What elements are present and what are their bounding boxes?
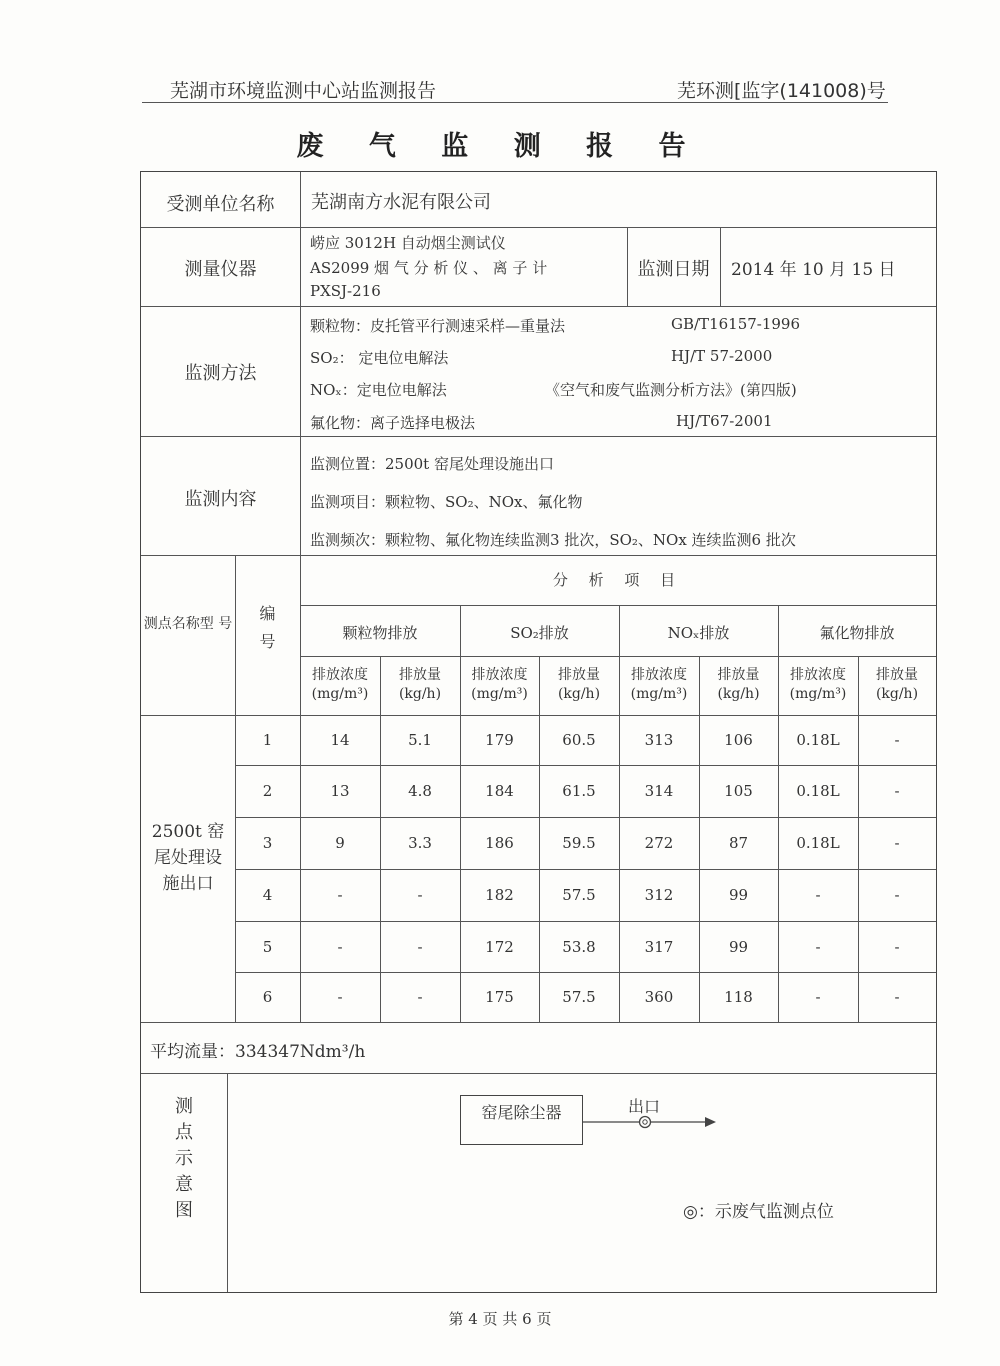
method-item-4: 氟化物：离子选择电极法 <box>310 414 476 432</box>
method-label: 监测方法 <box>184 363 257 384</box>
point-name: 2500t 窑尾处理设施出口 <box>151 822 225 894</box>
table-cell: - <box>894 886 900 904</box>
table-cell: 186 <box>485 834 514 852</box>
table-cell: 172 <box>485 937 514 956</box>
outlet-arrow <box>583 1110 718 1138</box>
group-particulate: 颗粒物排放 <box>342 624 418 642</box>
table-cell: 99 <box>728 937 749 956</box>
table-cell: 0.18L <box>796 834 840 852</box>
row-number: 1 <box>262 731 273 749</box>
table-cell: 57.5 <box>562 886 596 904</box>
method-std-3: 《空气和废气监测分析方法》(第四版) <box>545 381 797 399</box>
table-cell: 87 <box>728 834 749 852</box>
unit-value: 芜湖南方水泥有限公司 <box>311 192 491 213</box>
sub-conc-2: 排放浓度 <box>471 667 528 683</box>
point-name-header: 测点名称型 号 <box>143 616 233 632</box>
instrument-label: 测量仪器 <box>184 259 257 280</box>
table-cell: 13 <box>330 782 350 800</box>
number-header: 编 号 <box>259 604 276 651</box>
table-cell: - <box>417 988 423 1006</box>
sub-rate-unit-2: (kg/h) <box>557 686 601 702</box>
group-so2: SO₂排放 <box>510 624 569 642</box>
table-cell: - <box>815 886 821 904</box>
table-cell: 99 <box>728 886 749 904</box>
row-number: 2 <box>262 782 273 800</box>
instrument-line-3: PXSJ-216 <box>310 282 381 300</box>
sub-rate-2: 排放量 <box>558 667 600 683</box>
outlet-label: 出口 <box>628 1097 661 1116</box>
sub-rate-1: 排放量 <box>399 667 441 683</box>
content-location: 监测位置：2500t 窑尾处理设施出口 <box>310 455 554 473</box>
table-cell: 175 <box>485 988 514 1006</box>
method-std-1: GB/T16157-1996 <box>671 315 801 333</box>
sub-conc-3: 排放浓度 <box>631 667 687 683</box>
page-title: 废 气 监 测 报 告 <box>296 131 704 162</box>
diagram-label: 测点示意图 <box>175 1096 193 1221</box>
table-cell: 3.3 <box>408 834 432 852</box>
sub-rate-3: 排放量 <box>717 667 760 683</box>
table-cell: 61.5 <box>562 782 596 800</box>
table-cell: 106 <box>724 731 753 749</box>
table-cell: 53.8 <box>562 937 596 956</box>
header-org-report: 芜湖市环境监测中心站监测报告 <box>170 80 437 102</box>
sub-rate-unit-4: (kg/h) <box>875 686 919 702</box>
method-item-2: SO₂： 定电位电解法 <box>310 349 449 367</box>
table-cell: - <box>417 886 423 904</box>
sub-conc-unit-3: (mg/m³) <box>630 686 688 702</box>
analysis-header: 分 析 项 目 <box>552 571 684 589</box>
content-items: 监测项目：颗粒物、SO₂、NOx、氟化物 <box>310 493 583 511</box>
table-cell: 59.5 <box>562 834 596 852</box>
table-cell: 272 <box>644 834 674 852</box>
dust-collector-box: 窑尾除尘器 <box>460 1095 583 1145</box>
report-table <box>140 171 937 1293</box>
table-cell: 312 <box>644 886 674 904</box>
header-divider <box>142 102 888 103</box>
method-std-2: HJ/T 57-2000 <box>671 347 773 365</box>
sub-conc-unit-2: (mg/m³) <box>471 686 528 702</box>
table-cell: - <box>815 988 821 1006</box>
table-cell: - <box>894 782 900 800</box>
table-cell: 314 <box>644 782 674 800</box>
table-cell: 5.1 <box>408 731 432 749</box>
method-std-4: HJ/T67-2001 <box>676 412 773 430</box>
table-cell: 105 <box>724 782 753 800</box>
table-cell: 0.18L <box>796 782 840 800</box>
diagram-legend: ◎：示废气监测点位 <box>683 1202 834 1222</box>
content-label: 监测内容 <box>184 489 257 510</box>
sub-rate-unit-3: (kg/h) <box>717 686 760 702</box>
table-cell: 313 <box>644 731 674 749</box>
date-value: 2014 年 10 月 15 日 <box>731 260 896 280</box>
table-cell: - <box>815 937 821 956</box>
table-cell: 4.8 <box>408 782 432 800</box>
table-cell: 182 <box>485 886 514 904</box>
method-item-3: NOₓ：定电位电解法 <box>310 381 447 399</box>
sub-conc-unit-1: (mg/m³) <box>311 686 369 702</box>
row-number: 3 <box>262 834 273 852</box>
instrument-line-2: AS2099 烟 气 分 析 仪 、 离 子 计 <box>310 259 548 277</box>
table-cell: 317 <box>644 937 674 956</box>
monitoring-point-icon <box>640 1117 651 1128</box>
average-flow: 平均流量：334347Ndm³/h <box>150 1042 366 1062</box>
unit-label: 受测单位名称 <box>166 194 275 215</box>
page-footer: 第 4 页 共 6 页 <box>448 1310 552 1328</box>
table-cell: - <box>894 937 900 956</box>
row-number: 4 <box>262 886 273 904</box>
table-cell: - <box>337 937 343 956</box>
table-cell: - <box>337 988 343 1006</box>
table-cell: - <box>894 988 900 1006</box>
table-cell: - <box>337 886 343 904</box>
table-cell: 0.18L <box>796 731 840 749</box>
date-label: 监测日期 <box>637 259 710 280</box>
sub-rate-4: 排放量 <box>876 667 918 683</box>
table-cell: 9 <box>335 834 345 852</box>
content-frequency: 监测频次：颗粒物、氟化物连续监测3 批次，SO₂、NOx 连续监测6 批次 <box>310 531 796 549</box>
group-fluoride: 氟化物排放 <box>819 624 895 642</box>
sub-conc-1: 排放浓度 <box>312 667 368 683</box>
instrument-line-1: 崂应 3012H 自动烟尘测试仪 <box>310 234 506 252</box>
row-number: 6 <box>262 988 273 1006</box>
table-cell: 360 <box>644 988 674 1006</box>
table-cell: 60.5 <box>562 731 596 749</box>
table-cell: - <box>894 834 900 852</box>
table-cell: - <box>894 731 900 749</box>
method-item-1: 颗粒物：皮托管平行测速采样—重量法 <box>310 317 566 335</box>
table-cell: 57.5 <box>562 988 596 1006</box>
sub-rate-unit-1: (kg/h) <box>398 686 442 702</box>
header-report-number: 芜环测[监字(141008)号 <box>677 80 886 102</box>
sub-conc-4: 排放浓度 <box>790 667 846 683</box>
table-cell: - <box>417 937 423 956</box>
group-nox: NOₓ排放 <box>667 624 730 642</box>
table-cell: 118 <box>724 988 753 1006</box>
table-cell: 184 <box>485 782 514 800</box>
table-cell: 179 <box>485 731 514 749</box>
row-number: 5 <box>262 937 273 956</box>
table-cell: 14 <box>330 731 350 749</box>
sub-conc-unit-4: (mg/m³) <box>789 686 847 702</box>
